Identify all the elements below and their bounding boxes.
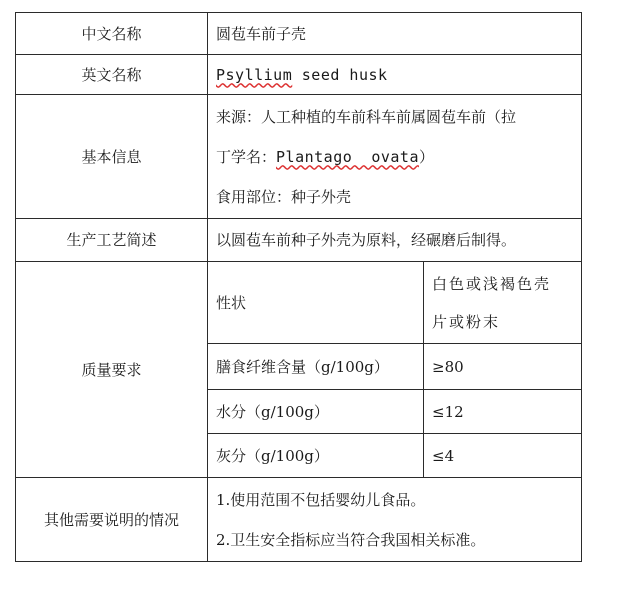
quality-item-value: ≥80	[424, 344, 582, 390]
label-notes: 其他需要说明的情况	[16, 478, 208, 562]
row-process	[16, 219, 582, 262]
row-english-name	[16, 55, 582, 95]
basic-edible-part: 食用部位：种子外壳	[216, 187, 352, 206]
quality-item-name: 膳食纤维含量（g/100g）	[208, 344, 424, 390]
row-quality-appearance	[16, 262, 582, 344]
value-basic-info	[208, 95, 582, 219]
value-english-name	[208, 55, 582, 95]
basic-source-line1: 来源：人工种植的车前科车前属圆苞车前（拉	[216, 107, 517, 126]
quality-item-name: 性状	[208, 262, 424, 344]
quality-item-value: ≤4	[424, 434, 582, 478]
label-quality: 质量要求	[16, 262, 208, 478]
label-basic-info: 基本信息	[16, 95, 208, 219]
row-chinese-name	[16, 13, 582, 55]
quality-item-name: 水分（g/100g）	[208, 390, 424, 434]
value-process: 以圆苞车前种子外壳为原料，经碾磨后制得。	[208, 219, 582, 262]
value-chinese-name: 圆苞车前子壳	[208, 13, 582, 55]
appearance-line1: 白色或浅褐色壳	[432, 274, 552, 293]
value-notes	[208, 478, 582, 562]
row-notes	[16, 478, 582, 562]
notes-line2: 2.卫生安全指标应当符合我国相关标准。	[216, 530, 486, 549]
basic-source-line2	[216, 137, 573, 177]
ingredient-info-table	[15, 12, 582, 562]
latin-name-suffix: ）	[418, 147, 434, 166]
english-name-psyllium: Psyllium	[216, 65, 293, 84]
notes-line1: 1.使用范围不包括婴幼儿食品。	[216, 490, 426, 509]
label-chinese-name: 中文名称	[16, 13, 208, 55]
quality-item-value: ≤12	[424, 390, 582, 434]
label-english-name: 英文名称	[16, 55, 208, 95]
english-name-rest: seed husk	[292, 65, 388, 84]
latin-name-prefix: 丁学名：	[216, 147, 277, 166]
label-process: 生产工艺简述	[16, 219, 208, 262]
latin-name: Plantago ovata	[276, 147, 419, 166]
appearance-line2: 片或粉末	[432, 312, 501, 331]
row-basic-info	[16, 95, 582, 219]
quality-item-name: 灰分（g/100g）	[208, 434, 424, 478]
quality-item-value	[424, 262, 582, 344]
